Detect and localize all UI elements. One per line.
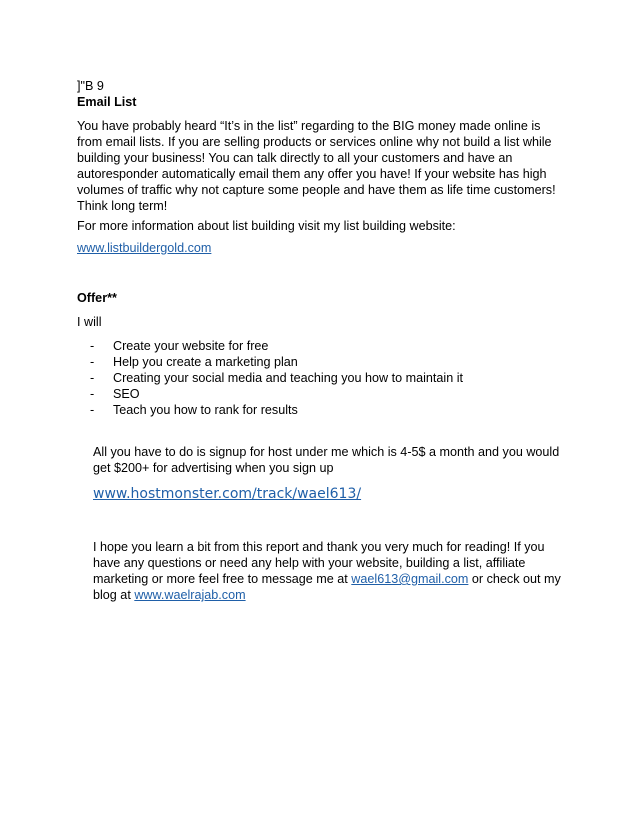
listbuilder-link-line	[77, 240, 567, 256]
email-link[interactable]: wael613@gmail.com	[351, 572, 469, 586]
i-will-label: I will	[77, 315, 102, 329]
list-item-text: SEO	[113, 387, 140, 401]
blog-link[interactable]: www.waelrajab.com	[134, 588, 246, 602]
closing-text-middle: or check out my blog at	[93, 572, 561, 602]
list-item	[90, 386, 463, 402]
closing-paragraph	[93, 539, 563, 603]
bullet-dash: -	[90, 371, 95, 385]
bullet-dash: -	[90, 339, 95, 353]
list-item-text: Help you create a marketing plan	[113, 355, 298, 369]
section-title: Email List	[77, 95, 137, 109]
hostmonster-link-line	[93, 484, 563, 504]
listbuilder-link[interactable]: www.listbuildergold.com	[77, 241, 212, 255]
intro-paragraph: You have probably heard “It’s in the list” regarding to the BIG money made online is from email lists. If you are selling products or services online why not build a list while building your business! You can talk directly to all your customers and have an autoresponder automatically email them any offer you have! If your website has high volumes of traffic why not capture some people and have them as life time customers! Think long term!	[77, 119, 556, 213]
offer-heading: Offer**	[77, 291, 117, 305]
bullet-dash: -	[90, 387, 95, 401]
hostmonster-link[interactable]: www.hostmonster.com/track/wael613/	[93, 486, 362, 502]
page-code: ]"B 9	[77, 79, 104, 93]
list-item-text: Creating your social media and teaching you how to maintain it	[113, 371, 464, 385]
signup-paragraph: All you have to do is signup for host under me which is 4-5$ a month and you would get $200+ for advertising when you sign up	[93, 445, 560, 475]
info-paragraph: For more information about list building visit my list building website:	[77, 219, 456, 233]
bullet-dash: -	[90, 403, 95, 417]
list-item	[90, 370, 463, 386]
list-item-text: Teach you how to rank for results	[113, 403, 298, 417]
list-item	[90, 338, 463, 354]
list-item	[90, 354, 463, 370]
closing-text-start: I hope you learn a bit from this report and thank you very much for reading! If you have any questions or need any help with your website, building a list, affiliate marketing or more feel free to message me at	[93, 540, 545, 586]
bullet-dash: -	[90, 355, 95, 369]
offer-list	[90, 338, 463, 418]
list-item	[90, 402, 463, 418]
list-item-text: Create your website for free	[113, 339, 269, 353]
